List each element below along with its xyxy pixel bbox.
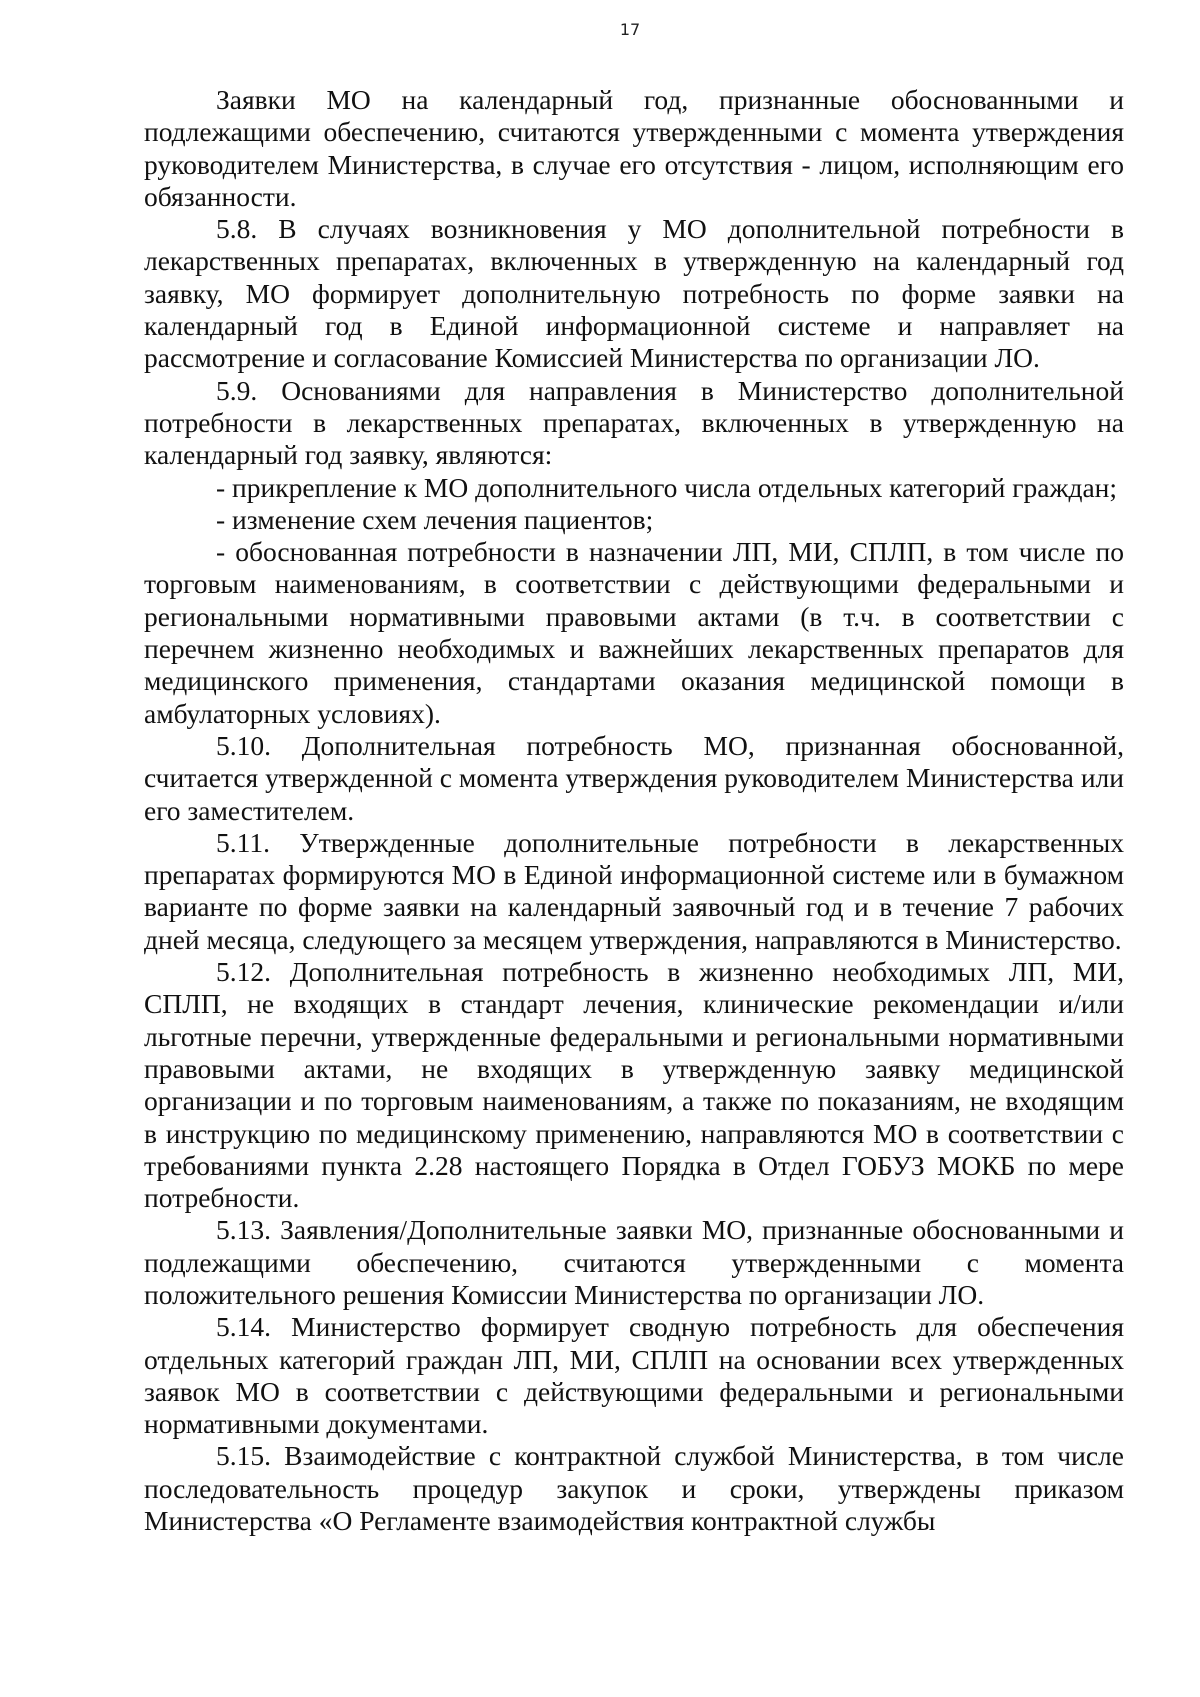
paragraph-5-13: 5.13. Заявления/Дополнительные заявки МО, признанные обоснованными и подлежащими обеспечению, считаются утвержденными с момента положительного решения Комиссии Министерства по организации ЛО. [144,1214,1124,1310]
paragraph-5-10: 5.10. Дополнительная потребность МО, признанная обоснованной, считается утвержденной с момента утверждения руководителем Министерства или его заместителем. [144,729,1124,826]
paragraph-approval-of-requests: Заявки МО на календарный год, признанные обоснованными и подлежащими обеспечению, считаются утвержденными с момента утверждения руководителем Министерства, в случае его отсутствия - лицом, исполняющим его обязанности. [144,84,1124,212]
page-number: 17 [619,20,641,39]
document-body [144,84,1124,1537]
paragraph-5-8: 5.8. В случаях возникновения у МО дополнительной потребности в лекарственных препаратах, включенных в утвержденную на календарный год заявку, МО формирует дополнительную потребность по форме заявки на календарный год в Единой информационной системе и направляет на рассмотрение и согласование Комиссией Министерства по организации ЛО. [144,213,1124,374]
paragraph-5-14: 5.14. Министерство формирует сводную потребность для обеспечения отдельных категорий граждан ЛП, МИ, СПЛП на основании всех утвержденных заявок МО в соответствии с действующими федеральными и региональными нормативными документами. [144,1311,1124,1440]
list-item-justified-need: - обоснованная потребности в назначении ЛП, МИ, СПЛП, в том числе по торговым наименованиям, в соответствии с действующими федеральными и региональными нормативными правовыми актами (в т.ч. в соответствии с перечнем жизненно необходимых и важнейших лекарственных препаратов для медицинского применения, стандартами оказания медицинской помощи в амбулаторных условиях). [144,536,1124,729]
list-item-treatment-change: - изменение схем лечения пациентов; [216,503,654,535]
paragraph-5-15: 5.15. Взаимодействие с контрактной службой Министерства, в том числе последовательность процедур закупок и сроки, утверждены приказом Министерства «О Регламенте взаимодействия контрактной службы [144,1440,1124,1537]
paragraph-5-11: 5.11. Утвержденные дополнительные потребности в лекарственных препаратах формируются МО в Единой информационной системе или в бумажном варианте по форме заявки на календарный заявочный год и в течение 7 рабочих дней месяца, следующего за месяцем утверждения, направляются в Министерство. [144,826,1124,955]
paragraph-5-12: 5.12. Дополнительная потребность в жизненно необходимых ЛП, МИ, СПЛП, не входящих в стандарт лечения, клинические рекомендации и/или льготные перечни, утвержденные федеральными и региональными нормативными правовыми актами, не входящих в утвержденную заявку медицинской организации и по торговым наименованиям, а также по показаниям, не входящим в инструкцию по медицинскому применению, направляются МО в соответствии с требованиями пункта 2.28 настоящего Порядка в Отдел ГОБУЗ МОКБ по мере потребности. [144,956,1124,1214]
list-item-attachment: - прикрепление к МО дополнительного числа отдельных категорий граждан; [216,471,1118,503]
paragraph-5-9: 5.9. Основаниями для направления в Министерство дополнительной потребности в лекарственных препаратах, включенных в утвержденную на календарный год заявку, являются: [144,374,1124,471]
